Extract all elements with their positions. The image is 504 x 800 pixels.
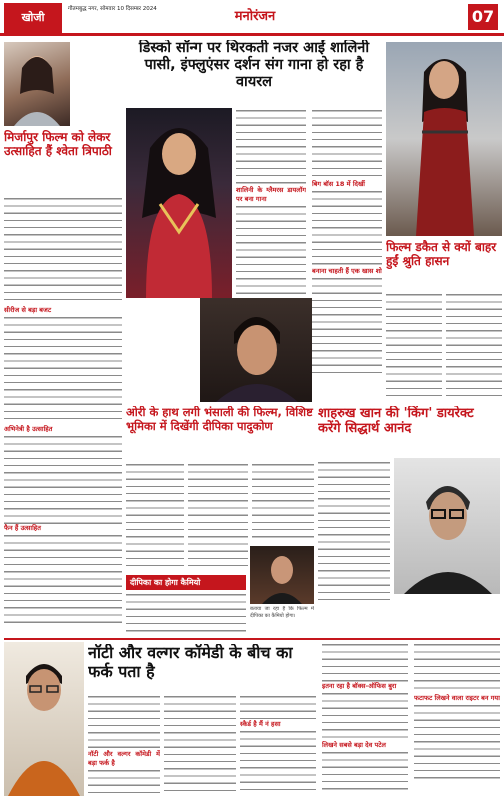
- man-with-glasses-icon: [394, 458, 500, 594]
- shruti-body-1: [386, 292, 442, 400]
- shweta-sub3: फैन हैं उत्साहित: [4, 524, 41, 532]
- main-body-2: [312, 108, 382, 403]
- brand-logo: खोजी: [4, 3, 62, 33]
- shweta-sub1: सीरीज से बड़ा बजट: [4, 306, 52, 314]
- deepika-caption: बताया जा रहा है कि फिल्म में दीपिका का कैमियो होगा।: [250, 606, 314, 620]
- date-line: गौतमबुद्ध नगर, सोमवार 10 दिसम्बर 2024: [68, 6, 157, 12]
- comedy-body-2: [164, 694, 236, 796]
- man-smiling-icon: [4, 642, 84, 796]
- main-sub3: बनाना चाहती हैं एक खास शो: [312, 267, 382, 275]
- shweta-sub2: अभिनेत्री है उत्साहित: [4, 425, 53, 433]
- woman-standing-icon: [386, 42, 502, 236]
- comedian-photo: [4, 642, 84, 796]
- shruti-photo: [386, 42, 502, 236]
- ori-photo: [200, 298, 312, 402]
- woman-portrait-icon: [4, 42, 70, 126]
- main-sub2: बिग बॉस 18 में दिखीं: [312, 180, 365, 188]
- srk-photo: [394, 458, 500, 594]
- ori-body-3: [252, 462, 314, 542]
- srk-headline: शाहरुख खान की 'किंग' डायरेक्ट करेंगे सिद्धार्थ आनंद: [318, 406, 474, 437]
- page-number: 07: [468, 4, 498, 30]
- woman-dancer-icon: [126, 108, 232, 298]
- shweta-headline: मिर्जापुर फिल्म को लेकर उत्साहित हैं श्वेता त्रिपाठी: [4, 130, 112, 159]
- comedy-sub1: नॉटी और वल्गर कॉमेडी में बड़ा फर्क है: [88, 750, 160, 767]
- shruti-headline: फिल्म डकैत से क्यों बाहर हुईं श्रुति हासन: [386, 240, 497, 269]
- shalini-photo: [126, 108, 232, 298]
- man-portrait-icon: [200, 298, 312, 402]
- deepika-photo: [250, 546, 314, 604]
- srk-body: [318, 460, 390, 600]
- main-headline: डिस्को सॉन्ग पर थिरकती नजर आईं शालिनी पासी, इंफ्लुएंसर दर्शन संग गाना हो रहा है वायरल: [138, 40, 370, 91]
- comedy-headline: नॉटी और वल्गर कॉमेडी के बीच का फर्क पता है: [88, 644, 293, 681]
- comedy-sub5: फटाफट लिखने वाला राइटर बन गया: [414, 694, 500, 702]
- ori-body-1: [126, 462, 184, 572]
- section-divider: [4, 638, 500, 640]
- comedy-body-3: [240, 694, 316, 796]
- ori-body-2: [188, 462, 248, 572]
- comedy-body-4: [322, 642, 408, 796]
- ori-headline: ओरी के हाथ लगी भंसाली की फिल्म, विशिष्ट भूमिका में दिखेंगी दीपिका पादुकोण: [126, 406, 313, 433]
- section-title: मनोरंजन: [234, 9, 276, 24]
- deepika-box-body: [126, 592, 246, 632]
- shweta-body: [4, 196, 122, 636]
- comedy-sub2: स्कैर्ड है मैं नं हसा: [240, 720, 281, 728]
- main-sub1: शालिनी के ग्लैमरस डायलॉग पर बना गाना: [236, 186, 306, 203]
- comedy-sub4: लिखने सबसे बड़ा देव पटेल: [322, 741, 386, 749]
- masthead: [0, 0, 504, 36]
- deepika-box-label: दीपिका का होगा कैमियो: [126, 575, 246, 590]
- comedy-sub3: इतना रहा है बॉक्स-ऑफिस बुरा: [322, 682, 397, 690]
- shruti-body-2: [446, 292, 502, 400]
- shweta-photo: [4, 42, 70, 126]
- woman-portrait-small-icon: [250, 546, 314, 604]
- comedy-body-1: [88, 694, 160, 796]
- comedy-body-5: [414, 642, 500, 796]
